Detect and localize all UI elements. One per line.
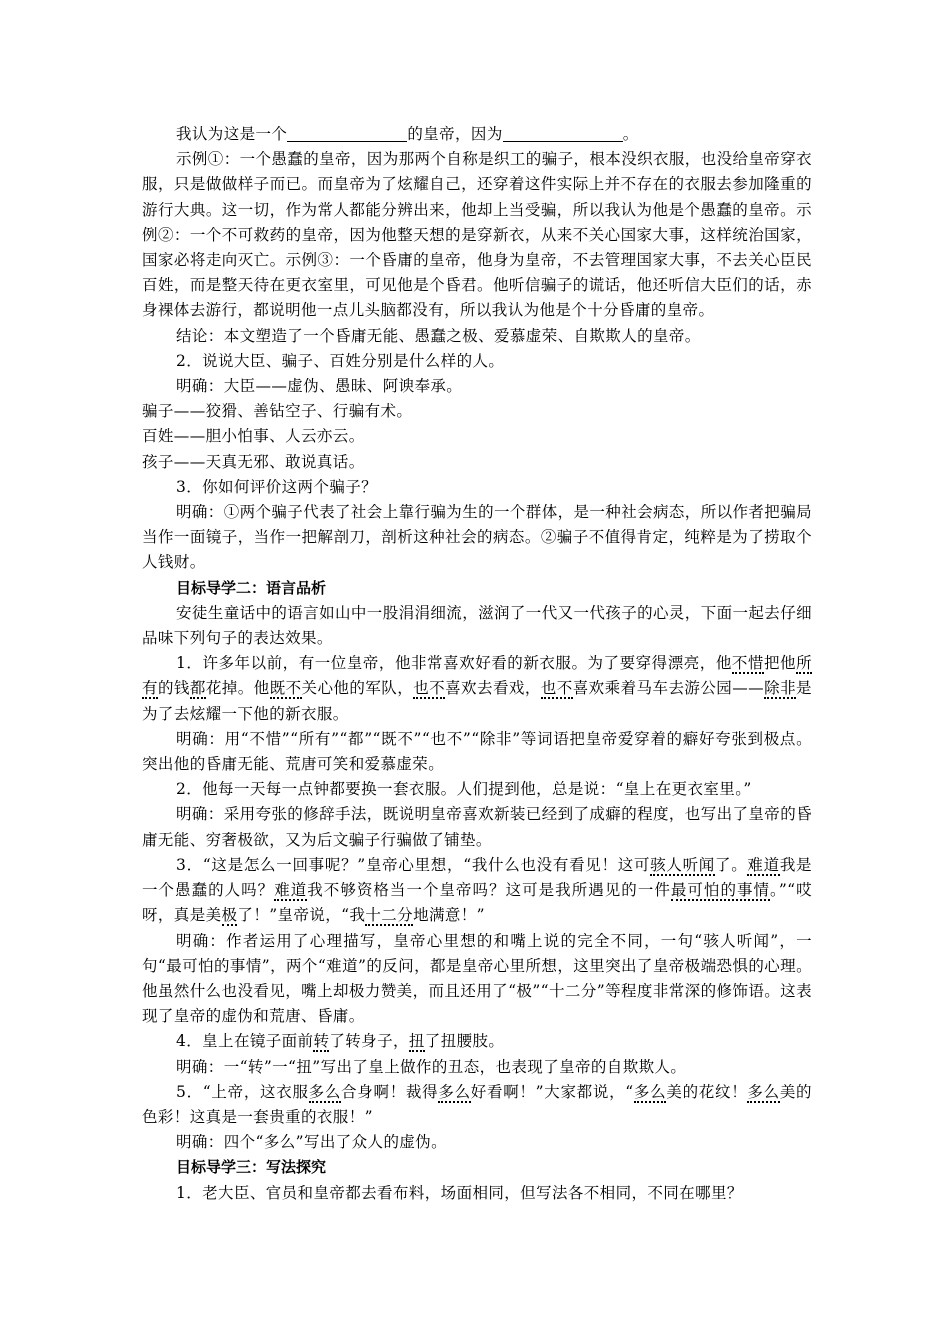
emphasized-word: 扭 — [408, 1032, 425, 1051]
intro-paragraph — [142, 122, 812, 147]
question-text: 喜欢乘着马车去游公园—— — [572, 679, 765, 698]
language-question-2 — [142, 777, 812, 802]
answer-2-line: 明确：大臣——虚伪、愚昧、阿谀奉承。 — [176, 377, 463, 396]
conclusion-paragraph: 结论：本文塑造了一个昏庸无能、愚蠢之极、爱慕虚荣、自欺欺人的皇帝。 — [176, 326, 701, 345]
language-question-3 — [142, 853, 812, 929]
question-text: 合身啊！裁得 — [341, 1082, 439, 1101]
question-text: 4．皇上在镜子面前 — [176, 1032, 314, 1051]
section-2-intro: 安徒生童话中的语言如山中一股涓涓细流，滋润了一代又一代孩子的心灵，下面一起去仔细品味下列句子的表达效果。 — [142, 603, 813, 648]
question-text: 3．“这是怎么一回事呢？”皇帝心里想，“我什么也没有看见！这可 — [176, 855, 651, 874]
emphasized-word: 难道 — [274, 881, 308, 900]
section-2-items — [142, 651, 812, 1155]
question-text: 把他 — [763, 654, 797, 673]
question-text: 我是一个愚蠢的人吗？ — [142, 855, 812, 900]
emphasized-word: 骇人听闻 — [650, 855, 715, 874]
emphasized-word: 转 — [313, 1032, 330, 1051]
answer-2-line: 孩子——天真无邪、敢说真话。 — [142, 452, 365, 471]
question-text: 了扭腰肢。 — [424, 1032, 505, 1051]
question-text: 1．许多年以前，有一位皇帝，他非常喜欢好看的新衣服。为了要穿得漂亮，他 — [176, 654, 732, 673]
emphasized-word: 也不 — [540, 679, 573, 698]
fill-blank-1 — [287, 125, 407, 142]
intro-suffix: 。 — [622, 125, 639, 143]
examples-paragraph: 示例①：一个愚蠢的皇帝，因为那两个自称是织工的骗子，根本没织衣服，也没给皇帝穿衣服，只是做做样子而已。而皇帝为了炫耀自己，还穿着这件实际上并不存在的衣服去参加隆重的游行大典。这一切，作为常人都能分辨出来，他却上当受骗，所以我认为他是个愚蠢的皇帝。示例②：一个不可救药的皇帝，因为他整天想的是穿新衣，从来不关心国家大事，这样统治国家，国家必将走向灭亡。示例③：一个昏庸的皇帝，他身为皇帝，不去管理国家大事，不去关心臣民百姓，而是整天待在更衣室里，可见他是个昏君。他听信骗子的谎话，他还听信大臣们的话，赤身裸体去游行，都说明他一点儿头脑都没有，所以我认为他是个十分昏庸的皇帝。 — [142, 150, 813, 320]
emphasized-word: 难道 — [747, 855, 780, 874]
section-3-heading: 目标导学三：写法探究 — [176, 1158, 327, 1177]
language-answer-1: 明确：用“不惜”“所有”“都”“既不”“也不”“除非”等词语把皇帝爱穿着的癖好夸张到极点。突出他的昏庸无能、荒唐可笑和爱慕虚荣。 — [142, 729, 812, 774]
question-text: 我不够资格当一个皇帝吗？这可是我所遇见的一件 — [307, 881, 671, 900]
question-2: 2．说说大臣、骗子、百姓分别是什么样的人。 — [176, 351, 505, 370]
question-text: 美的色彩！这真是一套贵重的衣服！” — [142, 1082, 812, 1126]
answer-2-line: 百姓——胆小怕事、人云亦云。 — [142, 427, 365, 446]
emphasized-word: 最可怕的事情 — [670, 881, 771, 900]
question-text: 喜欢去看戏， — [445, 679, 541, 698]
question-text: 了转身子， — [329, 1032, 409, 1051]
question-text: 美的花纹！ — [666, 1082, 748, 1101]
language-answer-4: 明确：一“转”一“扭”写出了皇上做作的丑态，也表现了皇帝的自欺欺人。 — [176, 1057, 687, 1076]
question-text: 。”“哎呀，真是美 — [142, 881, 812, 925]
document-page — [142, 122, 812, 1206]
emphasized-word: 不惜 — [731, 654, 764, 673]
emphasized-word: 多么 — [633, 1082, 667, 1101]
question-text: 的钱 — [157, 679, 190, 698]
emphasized-word: 多么 — [308, 1082, 342, 1101]
intro-middle: 的皇帝，因为 — [407, 125, 503, 143]
question-text: 了！”皇帝说，“我 — [237, 906, 366, 925]
language-question-5 — [142, 1080, 812, 1130]
emphasized-word: 都 — [189, 679, 206, 698]
emphasized-word: 既不 — [269, 679, 302, 698]
language-answer-5: 明确：四个“多么”写出了众人的虚伪。 — [176, 1133, 448, 1152]
language-answer-3: 明确：作者运用了心理描写，皇帝心里想的和嘴上说的完全不同，一句“骇人听闻”，一句“最可怕的事情”，两个“难道”的反问，都是皇帝心里所想，这里突出了皇帝极端恐惧的心理。他虽然什么也没看见，嘴上却极力赞美，而且还用了“极”“十二分”等程度非常深的修饰语。这表现了皇帝的虚伪和荒唐、昏庸。 — [142, 931, 812, 1026]
emphasized-word: 除非 — [764, 679, 797, 698]
question-text: 5．“上帝，这衣服 — [176, 1082, 309, 1101]
emphasized-word: 极 — [221, 906, 238, 925]
fill-blank-2 — [503, 125, 623, 142]
emphasized-word: 多么 — [438, 1082, 471, 1101]
language-answer-2: 明确：采用夸张的修辞手法，既说明皇帝喜欢新装已经到了成癖的程度，也写出了皇帝的昏庸无能、穷奢极欲，又为后文骗子行骗做了铺垫。 — [142, 805, 813, 849]
question-text: 是为了去炫耀一下他的新衣服。 — [142, 679, 812, 723]
intro-prefix: 我认为这是一个 — [176, 125, 288, 143]
answer-3: 明确：①两个骗子代表了社会上靠行骗为生的一个群体，是一种社会病态，所以作者把骗局当作一面镜子，当作一把解剖刀，剖析这种社会的病态。②骗子不值得肯定，纯粹是为了捞取个人钱财。 — [142, 503, 813, 572]
question-text: 地满意！” — [413, 906, 486, 925]
language-question-4 — [142, 1029, 812, 1054]
emphasized-word: 多么 — [747, 1082, 780, 1101]
emphasized-word: 所有 — [142, 654, 812, 698]
question-text: 花掉。他 — [205, 679, 270, 698]
emphasized-word: 十二分 — [365, 906, 414, 925]
section-2-heading: 目标导学二：语言品析 — [176, 578, 327, 597]
question-text: 了。 — [715, 855, 748, 874]
question-text: 好看啊！”大家都说，“ — [470, 1082, 634, 1101]
language-question-1 — [142, 651, 812, 727]
answer-2-line: 骗子——狡猾、善钻空子、行骗有术。 — [142, 402, 413, 421]
section-3-question-1: 1．老大臣、官员和皇帝都去看布料，场面相同，但写法各不相同，不同在哪里？ — [176, 1183, 743, 1202]
question-text: 关心他的军队， — [301, 679, 414, 698]
question-text: 2．他每一天每一点钟都要换一套衣服。人们提到他，总是说：“皇上在更衣室里。” — [176, 780, 752, 799]
emphasized-word: 也不 — [413, 679, 446, 698]
question-3: 3．你如何评价这两个骗子？ — [176, 477, 378, 496]
